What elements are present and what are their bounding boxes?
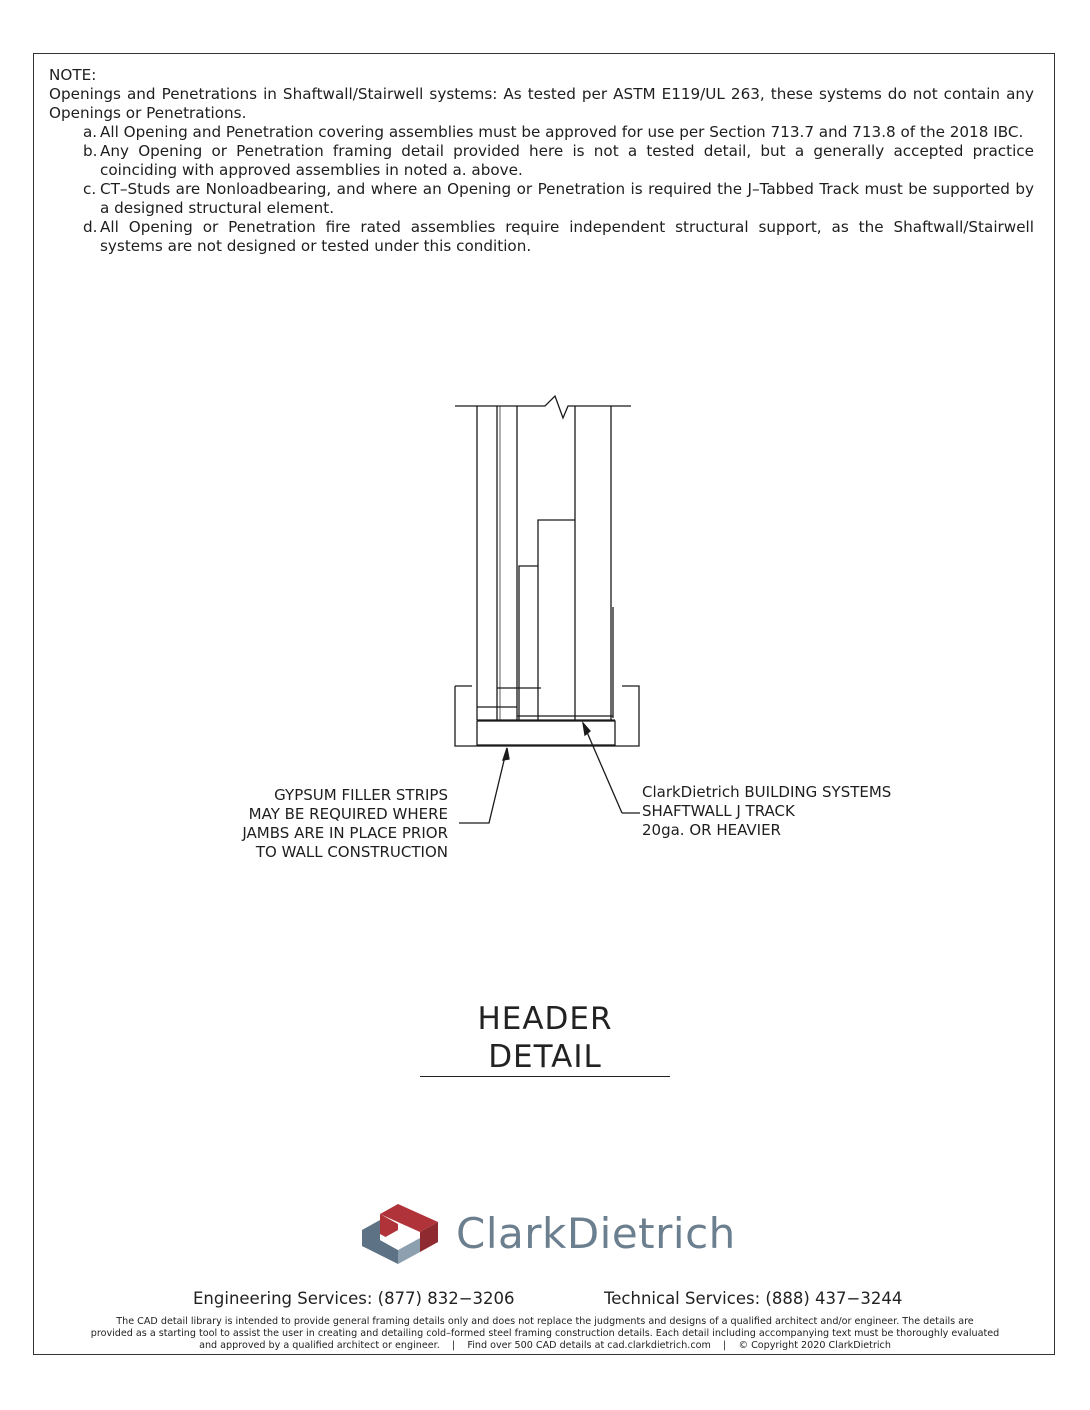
disclaimer-line: The CAD detail library is intended to provide general framing details only and does not replace the judgments and designs of a qualified architect and/or engineer. The details are [116,1316,974,1327]
leader-arrow [583,723,590,735]
disclaimer-line: provided as a starting tool to assist the user in creating and detailing cold–formed steel framing construction details. Each detail including accompanying text must be thoroughly evaluated [90,1328,1000,1339]
callout-line: TO WALL CONSTRUCTION [255,843,448,861]
gypsum-filler-strip [477,721,615,745]
callout-line: 20ga. OR HEAVIER [642,821,781,839]
note-letter: b. [83,142,98,160]
technical-services-phone: Technical Services: (888) 437−3244 [604,1289,903,1308]
note-text: CT–Studs are Nonloadbearing, and where an Opening or Penetration is required the J–Tabbed Track must be supported by a designed structural element. [100,180,1034,217]
note-text: All Opening and Penetration covering assemblies must be approved for use per Section 713.7 and 713.8 of the 2018 IBC. [100,123,1024,141]
notes-intro: Openings and Penetrations in Shaftwall/Stairwell systems: As tested per ASTM E119/UL 263, these systems do not contain any Openings or Penetrations. [49,85,1034,122]
note-letter: d. [83,218,98,236]
callout-gypsum-filler [242,786,448,862]
logo-wordmark: ClarkDietrich [456,1209,736,1258]
clarkdietrich-logo [358,1200,758,1270]
disclaimer [60,1316,1030,1352]
leader-line-left [459,748,507,823]
callout-j-track [642,783,891,840]
callout-line: SHAFTWALL J TRACK [642,802,795,820]
notes-heading: NOTE: [49,66,97,84]
callout-line: JAMBS ARE IN PLACE PRIOR [242,824,448,842]
note-letter: c. [83,180,97,198]
engineering-services-phone: Engineering Services: (877) 832−3206 [193,1289,515,1308]
clarkdietrich-logo-icon [358,1200,448,1270]
note-letter: a. [83,123,98,141]
callout-line: MAY BE REQUIRED WHERE [248,805,448,823]
callout-line: ClarkDietrich BUILDING SYSTEMS [642,783,892,801]
callout-line: GYPSUM FILLER STRIPS [274,786,448,804]
ct-stud-profile [538,520,575,720]
ct-stud-profile [519,566,538,720]
leader-line-right [583,723,622,813]
leader-arrow [503,748,509,760]
detail-title: HEADER DETAIL [420,1000,670,1077]
break-line [455,396,631,418]
note-text: All Opening or Penetration fire rated assemblies require independent structural support, as the Shaftwall/Stairwell systems are not designed or tested under this condition. [100,218,1034,255]
disclaimer-line: and approved by a qualified architect or engineer. | Find over 500 CAD details at cad.clarkdietrich.com | © Copyright 2020 ClarkDietrich [199,1340,891,1351]
note-text: Any Opening or Penetration framing detail provided here is not a tested detail, but a generally accepted practice coinciding with approved assemblies in noted a. above. [100,142,1034,179]
